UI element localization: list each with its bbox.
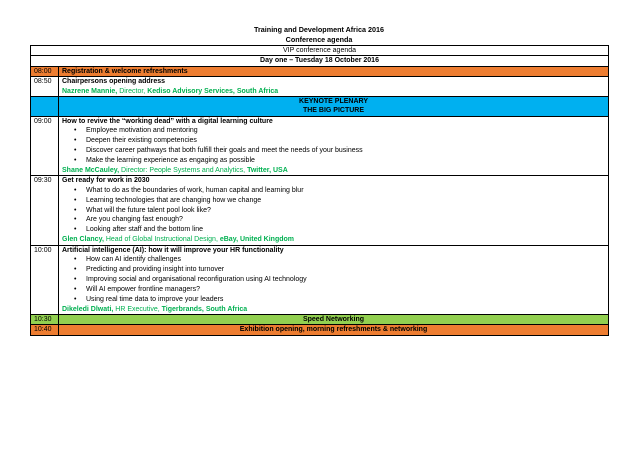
time-cell: 09:30 (31, 176, 59, 245)
bullet-item: • How can AI identify challenges (74, 255, 605, 265)
time-cell: 10:40 (31, 325, 59, 335)
title-block (0, 25, 638, 45)
speaker-org: Kediso Advisory Services, South Africa (145, 87, 279, 95)
speaker-line (62, 166, 605, 175)
keynote-cell (59, 97, 609, 117)
time-cell: 10:30 (31, 314, 59, 324)
speaker-org: Tigerbrands, South Africa (159, 305, 248, 313)
speaker-line (62, 305, 605, 314)
speaker-name: Nazrene Mannie, (62, 87, 118, 95)
bullet-item: • Employee motivation and mentoring (74, 126, 605, 136)
day-row (31, 56, 609, 66)
bullet-item: • Make the learning experience as engaging as possible (74, 156, 605, 166)
bullet-item: • Improving social and organisational reconfiguration using AI technology (74, 275, 605, 285)
bullet-item: • Will AI empower frontline managers? (74, 285, 605, 295)
session-title: Artificial intelligence (AI): how it will improve your HR functionality (62, 246, 284, 254)
speaker-name: Dikeledi Dlwati, (62, 305, 114, 313)
speaker-role: Director, (117, 87, 146, 95)
session-title: Get ready for work in 2030 (62, 177, 150, 185)
time-cell: 09:00 (31, 116, 59, 175)
bullet-list (62, 126, 605, 166)
bullet-item: • What to do as the boundaries of work, human capital and learning blur (74, 186, 605, 196)
speed-networking-label: Speed Networking (59, 314, 609, 324)
bullet-list (62, 255, 605, 305)
session-row (31, 245, 609, 314)
vip-row (31, 46, 609, 56)
session-cell (59, 245, 609, 314)
bullet-item: • What will the future talent pool look like? (74, 206, 605, 216)
bullet-item: • Discover career pathways that both fulfill their goals and meet the needs of your business (74, 146, 605, 156)
registration-label: Registration & welcome refreshments (59, 66, 609, 76)
bullet-item: • Using real time data to improve your leaders (74, 295, 605, 305)
speaker-name: Shane McCauley, (62, 166, 120, 174)
keynote-row (31, 97, 609, 117)
session-title: How to revive the “working dead” with a digital learning culture (62, 117, 273, 125)
speaker-line (62, 235, 605, 244)
speaker-name: Glen Clancy, (62, 236, 104, 244)
session-row (31, 116, 609, 175)
exhibition-row (31, 325, 609, 335)
speaker-role: HR Executive, (113, 305, 160, 313)
bullet-item: • Predicting and providing insight into turnover (74, 265, 605, 275)
bullet-item: • Are you changing fast enough? (74, 215, 605, 225)
registration-row (31, 66, 609, 76)
bullet-item: • Looking after staff and the bottom line (74, 225, 605, 235)
bullet-list (62, 186, 605, 236)
event-subtitle: Conference agenda (285, 35, 353, 44)
keynote-line2: THE BIG PICTURE (302, 107, 365, 115)
day-label: Day one – Tuesday 18 October 2016 (31, 56, 609, 66)
exhibition-label: Exhibition opening, morning refreshments & networking (59, 325, 609, 335)
speaker-org: eBay, United Kingdom (217, 236, 295, 244)
vip-label: VIP conference agenda (31, 46, 609, 56)
speaker-org: Twitter, USA (245, 166, 288, 174)
event-title: Training and Development Africa 2016 (254, 25, 384, 34)
chairpersons-cell (59, 77, 609, 97)
speaker-role: Director: People Systems and Analytics, (119, 166, 246, 174)
time-cell: 08:50 (31, 77, 59, 97)
speaker-role: Head of Global Instructional Design, (103, 236, 218, 244)
bullet-item: • Deepen their existing competencies (74, 136, 605, 146)
keynote-time-blank (31, 97, 59, 117)
agenda-table (30, 45, 609, 336)
session-title: Chairpersons opening address (62, 78, 166, 86)
session-cell (59, 116, 609, 175)
keynote-line1: KEYNOTE PLENARY (299, 98, 368, 106)
time-cell: 10:00 (31, 245, 59, 314)
chairpersons-row (31, 77, 609, 97)
session-row (31, 176, 609, 245)
speaker-line (62, 87, 605, 96)
session-cell (59, 176, 609, 245)
time-cell: 08:00 (31, 66, 59, 76)
speed-networking-row (31, 314, 609, 324)
bullet-item: • Learning technologies that are changing how we change (74, 196, 605, 206)
